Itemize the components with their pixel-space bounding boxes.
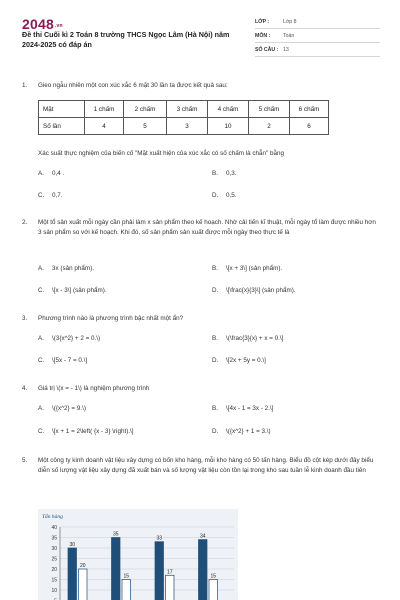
chart-canvas: [38, 509, 238, 600]
dice-results-table: [38, 100, 329, 135]
bar: [68, 548, 77, 600]
option-a[interactable]: A. 3x (sản phẩm).: [38, 265, 94, 272]
option-text: \({x^2} + 1 = 3.\): [226, 428, 271, 435]
option-text: \[x + 1 = 2\left( {x - 3} \right).\]: [52, 428, 134, 435]
question-number: 2.: [22, 219, 28, 226]
option-text: \[x + 3\] (sản phẩm).: [226, 265, 283, 272]
bar-value-label: 34: [199, 533, 206, 540]
meta-value: Toán: [283, 33, 295, 39]
meta-row-count: [255, 43, 380, 57]
y-axis-label: Tấn hàng: [42, 514, 63, 520]
option-d[interactable]: D. \({x^2} + 1 = 3.\): [212, 428, 271, 435]
option-text: \[2x + 5y = 0.\]: [226, 357, 266, 364]
y-tick-label: 40: [51, 524, 57, 531]
option-text: \(\frac{3}{x} + x = 0.\]: [226, 335, 284, 342]
question-number: 3.: [22, 315, 28, 322]
page-header: [0, 0, 400, 60]
table-header-row: [39, 101, 329, 118]
bar: [155, 542, 164, 600]
option-c[interactable]: C. \[x + 1 = 2\left( {x - 3} \right).\]: [38, 428, 134, 435]
option-c[interactable]: C. \[x - 3\] (sản phẩm).: [38, 287, 107, 294]
question-number: 5.: [22, 457, 28, 464]
option-b[interactable]: B. \[x + 3\] (sản phẩm).: [212, 265, 283, 272]
option-text: \[x - 3\] (sản phẩm).: [52, 287, 107, 294]
y-tick-label: 25: [51, 556, 57, 563]
option-text: 3x (sản phẩm).: [52, 265, 94, 272]
option-c[interactable]: C. \[5x - 7 = 0.\]: [38, 357, 88, 364]
table-cell: 3 chấm: [167, 101, 208, 118]
y-tick-label: 35: [51, 535, 57, 542]
table-cell: 5 chấm: [249, 101, 290, 118]
bar: [79, 569, 88, 600]
option-text: \(3{x^2} + 2 = 0.\): [52, 335, 101, 342]
table-cell: 3: [167, 118, 208, 135]
question-number: 4.: [22, 385, 28, 392]
bar-value-label: 30: [69, 542, 76, 548]
meta-value: 13: [283, 47, 289, 53]
option-text: \({x^2} = 9.\): [52, 405, 86, 412]
option-b[interactable]: B. \[4x - 1 = 3x - 2.\]: [212, 405, 274, 412]
bar: [122, 580, 131, 600]
option-text: 0,5.: [226, 192, 237, 199]
table-cell: 5: [124, 118, 167, 135]
table-cell: 2 chấm: [124, 101, 167, 118]
option-b[interactable]: B. \(\frac{3}{x} + x = 0.\]: [212, 335, 284, 342]
bar: [112, 538, 121, 600]
option-a[interactable]: A. 0,4 .: [38, 170, 65, 177]
option-text: \[4x - 1 = 3x - 2.\]: [226, 405, 274, 412]
bar: [209, 580, 218, 600]
option-b[interactable]: B. 0,3.: [212, 170, 237, 177]
y-tick-label: 20: [51, 566, 57, 573]
meta-key: LỚP :: [255, 19, 270, 25]
table-cell: 2: [249, 118, 290, 135]
option-d[interactable]: D. \[2x + 5y = 0.\]: [212, 357, 266, 364]
bar-value-label: 17: [166, 569, 173, 576]
question-text: Phương trình nào là phương trình bậc nhất một ẩn?: [38, 315, 184, 322]
option-text: 0,7.: [52, 192, 63, 199]
table-cell: Số lần: [39, 118, 85, 135]
bar-value-label: 33: [156, 535, 163, 542]
question-prompt: Xác suất thực nghiệm của biến cố "Mặt xuất hiện của xúc xắc có số chấm là chẵn" bằng: [38, 150, 285, 157]
bar-value-label: 35: [112, 531, 119, 538]
document-meta: [255, 15, 380, 57]
document-title: Đề thi Cuối kì 2 Toán 8 trường THCS Ngọc Lâm (Hà Nội) năm 2024-2025 có đáp án: [22, 30, 230, 49]
table-cell: 6 chấm: [290, 101, 329, 118]
question-text: Một tổ sản xuất mỗi ngày cần phải làm x sản phẩm theo kế hoạch. Nhờ cải tiến kĩ thuật, mỗi ngày tổ làm được nhiều hơn 3 sản phẩm so với kế hoạch. Khi đó, số sản phẩm sản xuất được mỗi ngày theo thực tế là: [38, 219, 376, 236]
meta-value: Lớp 8: [283, 19, 297, 25]
option-c[interactable]: C. 0,7.: [38, 192, 63, 199]
table-cell: 1 chấm: [85, 101, 124, 118]
logo-suffix: .vn: [54, 23, 63, 29]
meta-row-subject: [255, 29, 380, 43]
question-text: Gieo ngẫu nhiên một con xúc xắc 6 mặt 30 lần ta được kết quả sau:: [38, 82, 228, 89]
table-cell: 4 chấm: [208, 101, 249, 118]
option-text: 0,3.: [226, 170, 237, 177]
meta-row-class: [255, 15, 380, 29]
bar-value-label: 15: [123, 573, 130, 580]
y-tick-label: 30: [51, 545, 57, 552]
option-text: \[\frac{x}{3}\] (sản phẩm).: [226, 287, 296, 294]
table-row: [39, 118, 329, 135]
bar: [199, 540, 208, 600]
option-a[interactable]: A. \(3{x^2} + 2 = 0.\): [38, 335, 101, 342]
bar: [166, 575, 175, 600]
question-text: Một công ty kinh doanh vật liệu xây dựng có bốn kho hàng, mỗi kho hàng có 50 tấn hàng. Biểu đồ cột kép dưới đây biểu diễn số lượng vật liệu xây dựng đã xuất bán và số lượng vật liệu còn tồn lại trong kho sau tuần lễ kinh doanh đầu tiên: [38, 457, 374, 474]
y-tick-label: 10: [51, 587, 57, 594]
table-cell: 6: [290, 118, 329, 135]
bar-value-label: 20: [79, 563, 86, 569]
y-tick-label: 15: [51, 577, 57, 584]
table-cell: 10: [208, 118, 249, 135]
option-a[interactable]: A. \({x^2} = 9.\): [38, 405, 86, 412]
option-d[interactable]: D. 0,5.: [212, 192, 237, 199]
question-text: Giá trị \(x = - 1\) là nghiệm phương trình: [38, 385, 150, 392]
warehouse-bar-chart: [38, 509, 238, 600]
meta-key: SỐ CÂU :: [255, 47, 279, 53]
option-d[interactable]: D. \[\frac{x}{3}\] (sản phẩm).: [212, 287, 296, 294]
question-number: 1.: [22, 82, 28, 89]
logo-text: 2048: [22, 16, 54, 32]
bar-value-label: 15: [210, 573, 217, 580]
option-text: 0,4 .: [52, 170, 65, 177]
meta-key: MÔN :: [255, 33, 271, 39]
option-text: \[5x - 7 = 0.\]: [52, 357, 88, 364]
table-cell: Mặt: [39, 101, 85, 118]
table-cell: 4: [85, 118, 124, 135]
